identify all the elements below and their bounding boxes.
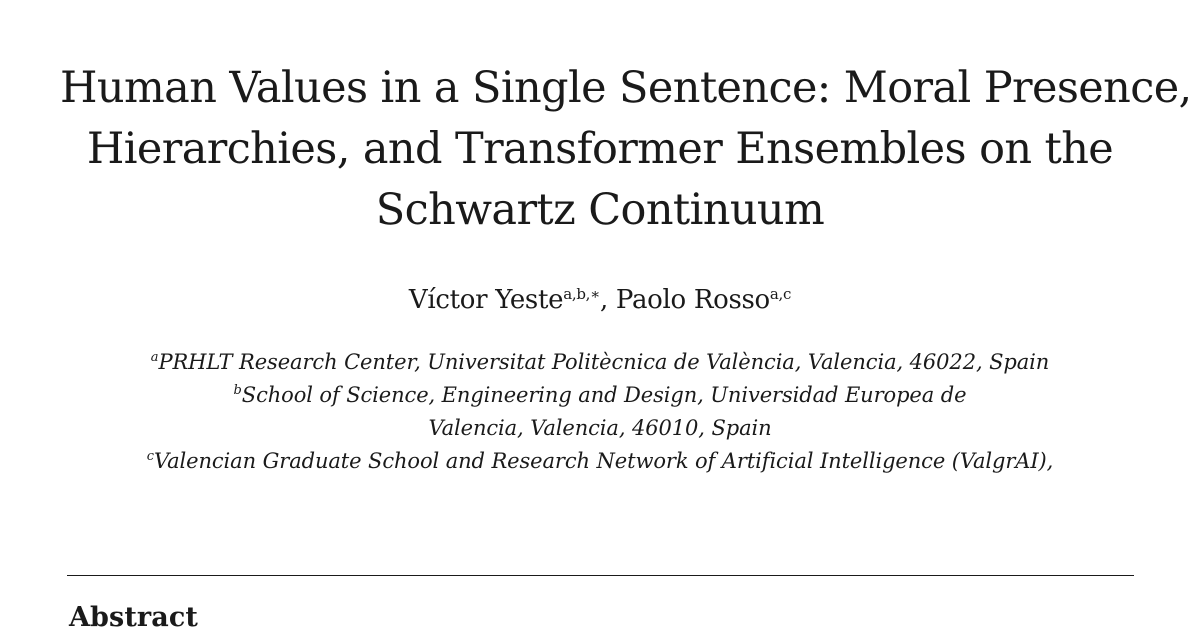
affiliation-text: Valencian Graduate School and Research Network of Artificial Intelligence (ValgrAI), xyxy=(153,449,1054,473)
affiliation-list xyxy=(60,346,1140,478)
author-affiliation-marks: a,b,∗ xyxy=(563,285,600,303)
title-line: Schwartz Continuum xyxy=(375,185,825,235)
affiliation-mark: b xyxy=(233,383,242,398)
abstract-heading: Abstract xyxy=(69,602,198,633)
affiliation-line xyxy=(60,445,1140,478)
title-line: Human Values in a Single Sentence: Moral Presence, xyxy=(60,63,1192,113)
paper-title xyxy=(60,58,1192,241)
affiliation-text: Valencia, Valencia, 46010, Spain xyxy=(428,416,772,440)
affiliation-mark: c xyxy=(146,449,154,464)
affiliation-line xyxy=(60,412,1140,445)
author-list xyxy=(60,283,1140,317)
affiliation-text: School of Science, Engineering and Design, Universidad Europea de xyxy=(241,383,967,407)
author-name: Víctor Yeste xyxy=(408,285,564,315)
author-name: Paolo Rosso xyxy=(615,285,770,315)
author-affiliation-marks: a,c xyxy=(769,285,792,303)
affiliation-line xyxy=(60,346,1140,379)
affiliation-line xyxy=(60,379,1140,412)
author-separator: , xyxy=(599,285,616,315)
affiliation-text: PRHLT Research Center, Universitat Politècnica de València, Valencia, 46022, Spain xyxy=(158,350,1050,374)
affiliation-mark: a xyxy=(150,350,159,365)
title-line: Hierarchies, and Transformer Ensembles on the xyxy=(86,124,1114,174)
abstract-divider xyxy=(67,575,1134,576)
